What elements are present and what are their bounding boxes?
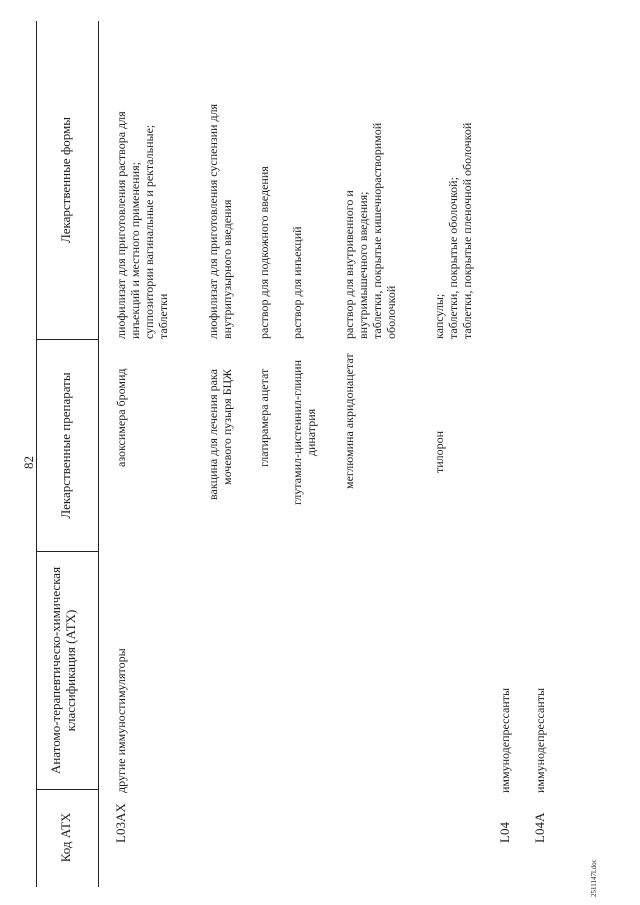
drug-glutamyl: глутамил-цистеинил-глицин динатрия: [290, 360, 318, 505]
forms-meglumine: раствор для внутривенного и внутримышечного введения; таблетки, покрытые кишечнорастворимой оболочкой: [342, 122, 398, 339]
atc-class-l04a: иммунодепрессанты: [533, 687, 547, 793]
forms-glatiramer: раствор для подкожного введения: [257, 166, 271, 339]
atc-class-l03ax: другие иммуностимуляторы: [114, 648, 128, 793]
forms-bcg-vaccine: лиофилизат для приготовления суспензии для внутрипузырного введения: [206, 103, 234, 339]
atc-code-l04a: L04A: [532, 812, 547, 843]
drug-tilorone: тилорон: [432, 430, 446, 473]
forms-tilorone: капсулы; таблетки, покрытые оболочкой; таблетки, покрытые пленочной оболочкой: [432, 122, 474, 339]
forms-azoximer: лиофилизат для приготовления раствора для инъекций и местного применения; суппозитории вагинальные и ректальные; таблетки: [114, 111, 170, 339]
atc-class-l04: иммунодепрессанты: [498, 687, 512, 793]
table-top-border: [36, 21, 37, 887]
drug-meglumine: меглюмина акридонацетат: [342, 353, 356, 489]
header-forms: Лекарственные формы: [58, 116, 73, 244]
header-code: Код АТХ: [58, 812, 73, 863]
footer-doc-ref: 2511147l.doc: [590, 859, 598, 897]
header-drugs: Лекарственные препараты: [58, 372, 73, 519]
drug-azoximer: азоксимера бромид: [114, 368, 128, 467]
page-number: 82: [21, 456, 36, 469]
header-class: Анатомо-терапевтическо-химическая классификация (АТХ): [48, 566, 78, 775]
forms-glutamyl: раствор для инъекций: [290, 226, 304, 339]
atc-code-l04: L04: [497, 822, 512, 843]
atc-code-l03ax: L03AX: [113, 803, 128, 843]
drug-glatiramer: глатирамера ацетат: [257, 368, 271, 467]
drug-bcg-vaccine: вакцина для лечения рака мочевого пузыря БЦЖ: [206, 369, 234, 500]
header-bottom-border: [98, 21, 99, 887]
